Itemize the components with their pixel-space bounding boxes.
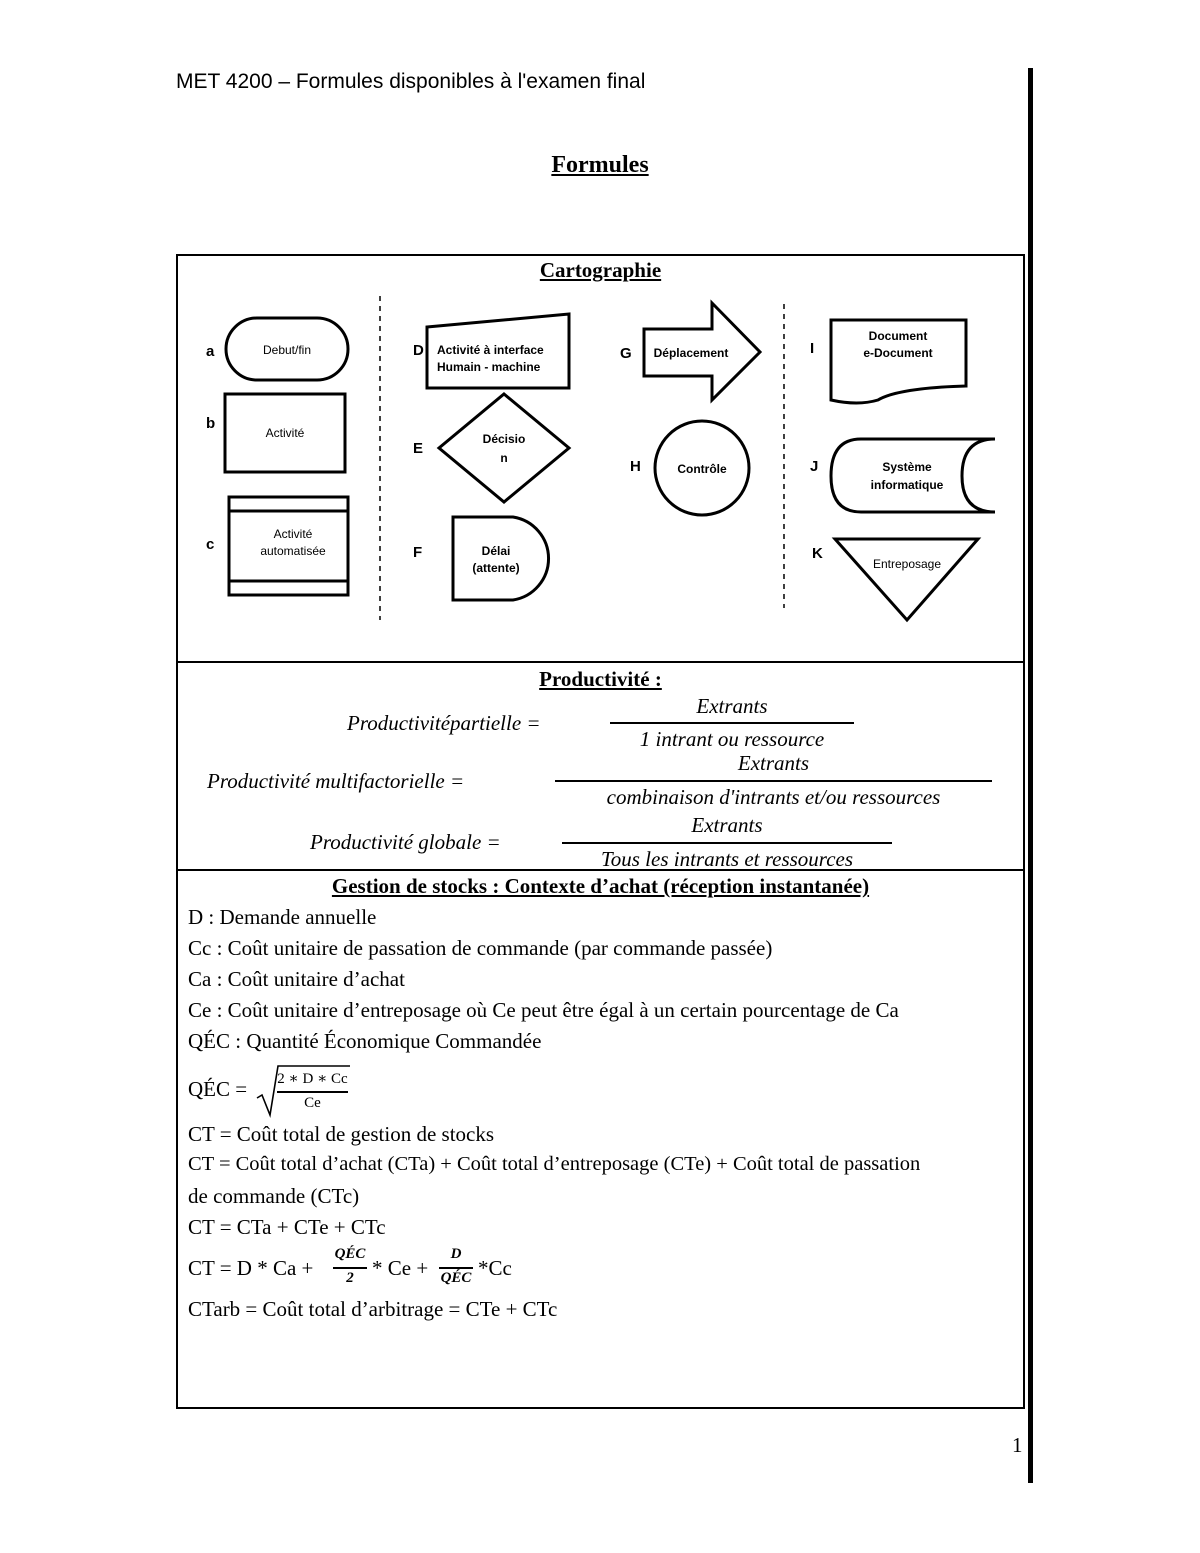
productivite-globale-denominator: Tous les intrants et ressources [600, 847, 854, 871]
symbol-label: Activité à interface [437, 343, 544, 357]
ct-frac1-denominator: 2 [346, 1270, 354, 1286]
delay-shape [453, 517, 549, 600]
productivite-globale-numerator: Extrants [691, 813, 763, 837]
symbol-label: n [500, 451, 508, 465]
symbol-label: Humain - machine [437, 360, 541, 374]
productivite-partielle-denominator: 1 intrant ou ressource [639, 727, 825, 751]
section-divider [176, 661, 1025, 663]
symbol-letter: J [810, 458, 819, 475]
margin-bar [1028, 68, 1033, 1483]
symbol-label: Debut/fin [262, 343, 312, 357]
symbol-label: Contrôle [677, 462, 727, 476]
symbol-label: automatisée [260, 544, 326, 558]
symbol-label: (attente) [472, 561, 520, 575]
ct-sum-line-1: CT = Coût total d’achat (CTa) + Coût total d’entreposage (CTe) + Coût total de passation [188, 1153, 921, 1175]
productivite-multifactorielle-lhs: Productivité multifactorielle = [207, 769, 465, 793]
ct-formula-part2: * Ce + [372, 1256, 429, 1280]
productivite-multifactorielle-numerator: Extrants [737, 751, 810, 775]
symbol-letter: K [812, 545, 823, 562]
ct-formula-part3: *Cc [478, 1256, 512, 1280]
symbol-label: Document [868, 329, 928, 343]
qec-numerator: 2 ∗ D ∗ Cc [277, 1071, 348, 1087]
symbol-letter: b [206, 415, 216, 432]
fraction-bar [333, 1267, 367, 1269]
symbol-label: Décisio [482, 432, 526, 446]
symbol-letter: E [413, 440, 424, 457]
qec-formula-lhs: QÉC = [188, 1077, 248, 1101]
cartographie-title: Cartographie [539, 258, 662, 282]
productivite-partielle-lhs: Productivitépartielle = [347, 711, 541, 735]
symbol-label: e-Document [863, 346, 933, 360]
ct-frac2-denominator: QÉC [440, 1270, 472, 1286]
fraction-bar [439, 1267, 473, 1269]
symbol-letter: G [620, 345, 632, 362]
symbol-label: Activité [273, 527, 313, 541]
qec-denominator: Ce [304, 1095, 321, 1111]
fraction-bar [562, 842, 892, 844]
ct-sum-line-2: de commande (CTc) [188, 1184, 360, 1208]
flowchart-symbols [178, 290, 1023, 630]
symbol-label: Activité [265, 426, 305, 440]
decision-shape [439, 394, 569, 502]
symbol-letter: a [206, 343, 215, 360]
productivite-title: Productivité : [539, 667, 662, 691]
ct-formula-part1: CT = D * Ca + [188, 1256, 314, 1280]
symbol-label: Délai [481, 544, 511, 558]
definition-qec: QÉC : Quantité Économique Commandée [188, 1029, 542, 1053]
stocks-title: Gestion de stocks : Contexte d’achat (réception instantanée) [331, 874, 870, 898]
symbol-label: Entreposage [872, 557, 942, 571]
symbol-letter: D [413, 342, 424, 359]
page-number: 1 [1012, 1433, 1023, 1457]
ctarb-formula: CTarb = Coût total d’arbitrage = CTe + CTc [188, 1297, 558, 1321]
definition-ce: Ce : Coût unitaire d’entreposage où Ce peut être égal à un certain pourcentage de Ca [188, 998, 899, 1022]
productivite-multifactorielle-denominator: combinaison d'intrants et/ou ressources [606, 785, 941, 809]
definition-d: D : Demande annuelle [188, 905, 377, 929]
definition-cc: Cc : Coût unitaire de passation de commande (par commande passée) [188, 936, 773, 960]
symbol-letter: H [630, 458, 641, 475]
storage-triangle-shape [835, 539, 978, 620]
symbol-label: Système [882, 460, 932, 474]
fraction-bar [610, 722, 854, 724]
ct-short: CT = CTa + CTe + CTc [188, 1215, 386, 1239]
ct-frac2-numerator: D [450, 1246, 462, 1262]
symbol-letter: I [810, 340, 815, 357]
symbol-letter: F [413, 544, 423, 561]
ct-definition: CT = Coût total de gestion de stocks [188, 1122, 495, 1146]
fraction-bar [555, 780, 992, 782]
symbol-label: informatique [870, 478, 944, 492]
document-header: MET 4200 – Formules disponibles à l'examen final [176, 70, 646, 93]
fraction-bar [277, 1091, 348, 1093]
page-title: Formules [551, 152, 649, 178]
symbol-letter: c [206, 536, 215, 553]
productivite-partielle-numerator: Extrants [696, 694, 768, 718]
productivite-globale-lhs: Productivité globale = [310, 830, 501, 854]
ct-frac1-numerator: QÉC [334, 1246, 366, 1262]
definition-ca: Ca : Coût unitaire d’achat [188, 967, 405, 991]
symbol-label: Déplacement [653, 346, 729, 360]
